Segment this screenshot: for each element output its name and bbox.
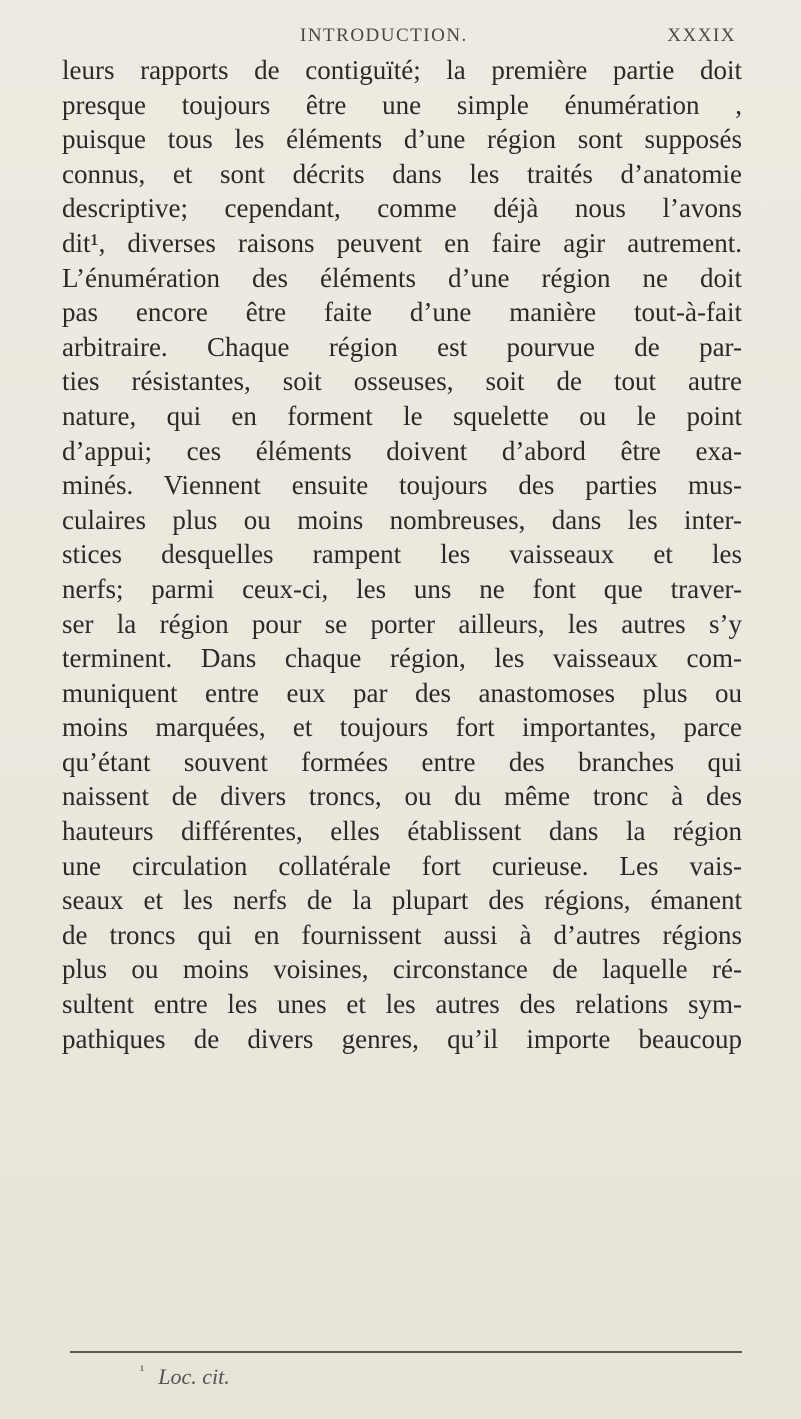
text-line: seaux et les nerfs de la plupart des régions, émanent <box>62 885 742 916</box>
text-line: arbitraire. Chaque région est pourvue de par- <box>62 331 742 362</box>
text-line: minés. Viennent ensuite toujours des parties mus- <box>62 470 742 501</box>
text-line: plus ou moins voisines, circonstance de laquelle ré- <box>62 954 742 985</box>
text-line: ser la région pour se porter ailleurs, les autres s’y <box>62 608 742 639</box>
text-line: nature, qui en forment le squelette ou le point <box>62 400 742 431</box>
text-line: puisque tous les éléments d’une région sont supposés <box>62 124 742 155</box>
text-line: leurs rapports de contiguïté; la première partie doit <box>62 55 742 85</box>
text-line: d’appui; ces éléments doivent d’abord être exa- <box>62 435 742 466</box>
body-paragraph <box>62 53 742 1056</box>
footnote-mark: ¹ <box>140 1364 145 1379</box>
text-line: dit¹, diverses raisons peuvent en faire agir autrement. <box>62 227 742 258</box>
text-line: une circulation collatérale fort curieuse. Les vais- <box>62 850 742 881</box>
footnote-text: Loc. cit. <box>158 1364 230 1389</box>
text-line: presque toujours être une simple énumération , <box>62 89 742 120</box>
text-line: connus, et sont décrits dans les traités d’anatomie <box>62 158 742 189</box>
running-head-title: INTRODUCTION. <box>300 25 468 46</box>
text-line: descriptive; cependant, comme déjà nous l’avons <box>62 193 742 224</box>
text-line: pas encore être faite d’une manière tout-à-fait <box>62 297 742 328</box>
text-line: culaires plus ou moins nombreuses, dans les inter- <box>62 504 742 535</box>
text-line: ties résistantes, soit osseuses, soit de tout autre <box>62 366 742 397</box>
footnote <box>140 1364 230 1390</box>
text-line: hauteurs différentes, elles établissent dans la région <box>62 816 742 847</box>
text-line: muniquent entre eux par des anastomoses plus ou <box>62 677 742 708</box>
footnote-rule <box>70 1351 742 1353</box>
text-line: pathiques de divers genres, qu’il importe beaucoup <box>62 1023 742 1054</box>
text-line: moins marquées, et toujours fort importantes, parce <box>62 712 742 743</box>
text-line: terminent. Dans chaque région, les vaisseaux com- <box>62 643 742 674</box>
text-line: qu’étant souvent formées entre des branches qui <box>62 746 742 777</box>
page-number: XXXIX <box>667 25 736 46</box>
running-head <box>300 25 736 55</box>
text-line: L’énumération des éléments d’une région ne doit <box>62 262 742 293</box>
text-line: de troncs qui en fournissent aussi à d’autres régions <box>62 919 742 950</box>
text-line: stices desquelles rampent les vaisseaux et les <box>62 539 742 570</box>
text-line: naissent de divers troncs, ou du même tronc à des <box>62 781 742 812</box>
text-line: sultent entre les unes et les autres des relations sym- <box>62 989 742 1020</box>
text-line: nerfs; parmi ceux-ci, les uns ne font que traver- <box>62 573 742 604</box>
